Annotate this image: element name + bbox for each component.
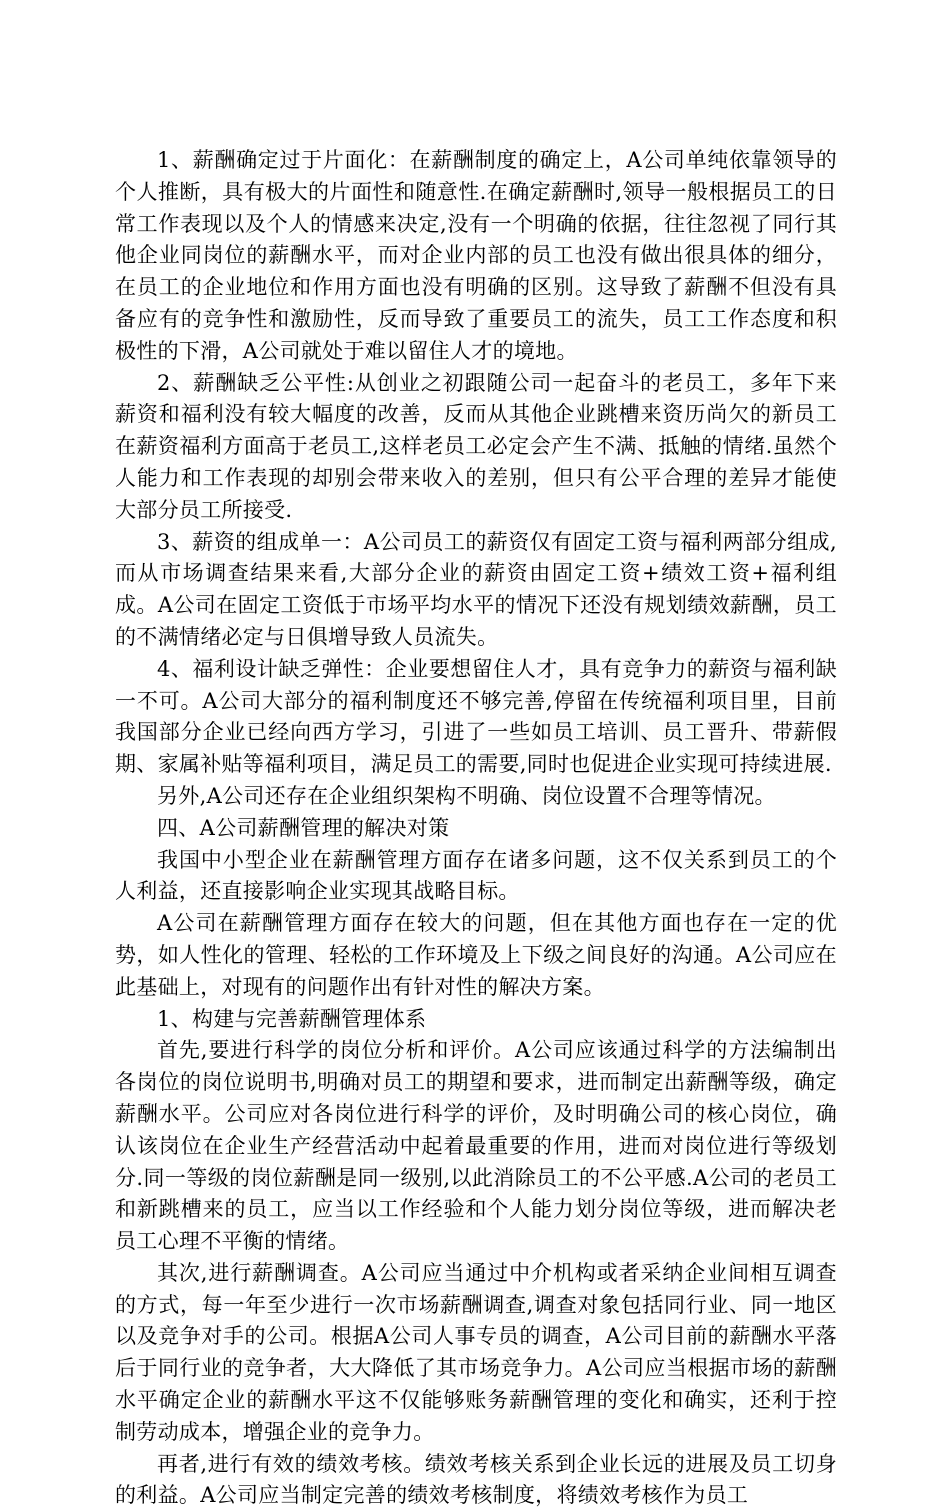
document-body — [115, 145, 837, 1512]
paragraph-pay-single-structure: 3、薪资的组成单一：A公司员工的薪资仅有固定工资与福利两部分组成,而从市场调查结果来看,大部分企业的薪资由固定工资+绩效工资+福利组成。A公司在固定工资低于市场平均水平的情况下还没有规划绩效薪酬，员工的不满情绪必定与日俱增导致人员流失。 — [115, 529, 837, 649]
paragraph-company-advantages: A公司在薪酬管理方面存在较大的问题，但在其他方面也存在一定的优势，如人性化的管理、轻松的工作环境及上下级之间良好的沟通。A公司应在此基础上，对现有的问题作出有针对性的解决方案。 — [115, 911, 837, 999]
section-heading-solutions: 四、A公司薪酬管理的解决对策 — [157, 815, 450, 840]
paragraph-pay-one-sided: 1、薪酬确定过于片面化：在薪酬制度的确定上，A公司单纯依靠领导的个人推断，具有极大的片面性和随意性.在确定薪酬时,领导一般根据员工的日常工作表现以及个人的情感来决定,没有一个明确的依据，往往忽视了同行其他企业同岗位的薪酬水平，而对企业内部的员工也没有做出很具体的细分，在员工的企业地位和作用方面也没有明确的区别。这导致了薪酬不但没有具备应有的竞争性和激励性，反而导致了重要员工的流失，员工工作态度和积极性的下滑，A公司就处于难以留住人才的境地。 — [115, 148, 837, 363]
paragraph-sme-problems: 我国中小型企业在薪酬管理方面存在诸多问题，这不仅关系到员工的个人利益，还直接影响企业实现其战略目标。 — [115, 847, 837, 904]
paragraph-job-analysis: 首先,要进行科学的岗位分析和评价。A公司应该通过科学的方法编制出各岗位的岗位说明书,明确对员工的期望和要求，进而制定出薪酬等级，确定薪酬水平。公司应对各岗位进行科学的评价，及时明确公司的核心岗位，确认该岗位在企业生产经营活动中起着最重要的作用，进而对岗位进行等级划分.同一等级的岗位薪酬是同一级别,以此消除员工的不公平感.A公司的老员工和新跳槽来的员工，应当以工作经验和个人能力划分岗位等级，进而解决老员工心理不平衡的情绪。 — [115, 1038, 837, 1254]
paragraph-pay-unfair: 2、薪酬缺乏公平性:从创业之初跟随公司一起奋斗的老员工，多年下来薪资和福利没有较大幅度的改善，反而从其他企业跳槽来资历尚欠的新员工在薪资福利方面高于老员工,这样老员工必定会产生不满、抵触的情绪.虽然个人能力和工作表现的却别会带来收入的差别，但只有公平合理的差异才能使大部分员工所接受. — [115, 370, 837, 522]
paragraph-other-issues: 另外,A公司还存在企业组织架构不明确、岗位设置不合理等情况。 — [157, 783, 776, 808]
subheading-build-system: 1、构建与完善薪酬管理体系 — [157, 1006, 427, 1031]
paragraph-benefits-inflexible: 4、福利设计缺乏弹性：企业要想留住人才，具有竞争力的薪资与福利缺一不可。A公司大部分的福利制度还不够完善,停留在传统福利项目里，目前我国部分企业已经向西方学习，引进了一些如员工培训、员工晋升、带薪假期、家属补贴等福利项目，满足员工的需要,同时也促进企业实现可持续进展. — [115, 656, 837, 777]
paragraph-performance-review: 再者,进行有效的绩效考核。绩效考核关系到企业长远的进展及员工切身的利益。A公司应当制定完善的绩效考核制度，将绩效考核作为员工 — [115, 1451, 837, 1508]
paragraph-salary-survey: 其次,进行薪酬调查。A公司应当通过中介机构或者采纳企业间相互调查的方式，每一年至少进行一次市场薪酬调查,调查对象包括同行业、同一地区以及竞争对手的公司。根据A公司人事专员的调查，A公司目前的薪酬水平落后于同行业的竞争者，大大降低了其市场竞争力。A公司应当根据市场的薪酬水平确定企业的薪酬水平这不仅能够账务薪酬管理的变化和确实，还利于控制劳动成本，增强企业的竞争力。 — [115, 1260, 837, 1444]
